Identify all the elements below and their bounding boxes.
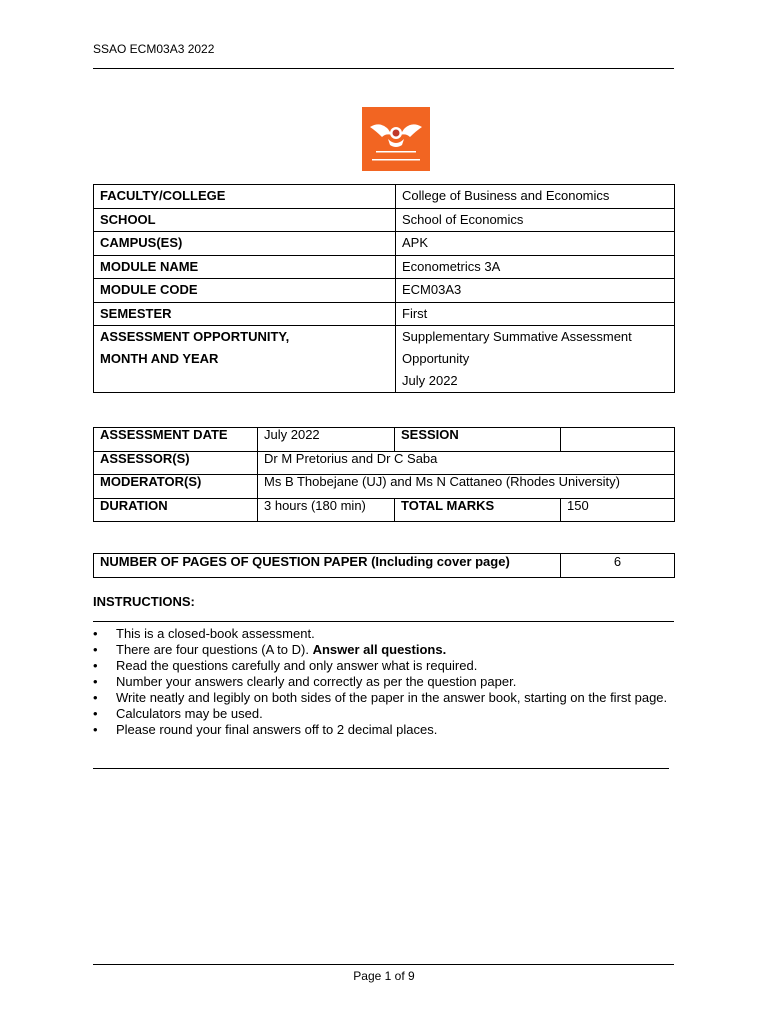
moderators-label: MODERATOR(S) (94, 475, 258, 499)
header-rule (93, 68, 674, 69)
total-marks-label: TOTAL MARKS (395, 498, 561, 522)
table-row (94, 498, 675, 522)
table-row (94, 475, 675, 499)
value-line: Opportunity (402, 351, 470, 366)
details-value: APK (396, 232, 675, 256)
total-marks-value: 150 (561, 498, 675, 522)
duration-value: 3 hours (180 min) (258, 498, 395, 522)
label-line: ASSESSMENT OPPORTUNITY, (100, 329, 290, 344)
table-row (94, 208, 675, 232)
table-row (94, 451, 675, 475)
emphasis-text: Answer all questions. (312, 642, 447, 657)
assessment-table (93, 427, 675, 522)
instructions-rule-top (93, 621, 674, 622)
table-row (94, 302, 675, 326)
details-value: Econometrics 3A (396, 255, 675, 279)
assessment-opportunity-label (94, 326, 396, 393)
assessment-date-label: ASSESSMENT DATE (94, 428, 258, 452)
footer-rule (93, 964, 674, 965)
table-row (94, 428, 675, 452)
details-label: SCHOOL (94, 208, 396, 232)
assessment-date-value: July 2022 (258, 428, 395, 452)
table-row (94, 279, 675, 303)
pages-table (93, 553, 675, 578)
label-line: MONTH AND YEAR (100, 351, 219, 366)
session-value (561, 428, 675, 452)
instructions-title: INSTRUCTIONS: (93, 594, 195, 609)
instructions-list (93, 626, 681, 738)
list-item: • This is a closed-book assessment. (93, 626, 681, 642)
moderators-value: Ms B Thobejane (UJ) and Ms N Cattaneo (Rhodes University) (258, 475, 675, 499)
duration-label: DURATION (94, 498, 258, 522)
value-line: July 2022 (402, 373, 458, 388)
list-item: • Read the questions carefully and only answer what is required. (93, 658, 681, 674)
table-row (94, 326, 675, 393)
university-logo (362, 107, 430, 171)
table-row (94, 185, 675, 209)
module-details-table (93, 184, 675, 393)
page-number: Page 1 of 9 (353, 969, 415, 983)
details-label: SEMESTER (94, 302, 396, 326)
list-item: • Number your answers clearly and correctly as per the question paper. (93, 674, 681, 690)
assessors-value: Dr M Pretorius and Dr C Saba (258, 451, 675, 475)
details-value: First (396, 302, 675, 326)
pages-label: NUMBER OF PAGES OF QUESTION PAPER (Including cover page) (94, 554, 561, 578)
instructions-rule-bottom (93, 768, 669, 769)
list-item: • There are four questions (A to D). Answer all questions. (93, 642, 681, 658)
table-row (94, 232, 675, 256)
list-item: • Please round your final answers off to 2 decimal places. (93, 722, 681, 738)
table-row (94, 554, 675, 578)
details-value: College of Business and Economics (396, 185, 675, 209)
details-label: FACULTY/COLLEGE (94, 185, 396, 209)
session-label: SESSION (395, 428, 561, 452)
details-value: ECM03A3 (396, 279, 675, 303)
assessors-label: ASSESSOR(S) (94, 451, 258, 475)
value-line: Supplementary Summative Assessment (402, 329, 632, 344)
table-row (94, 255, 675, 279)
details-label: CAMPUS(ES) (94, 232, 396, 256)
list-item: • Write neatly and legibly on both sides of the paper in the answer book, starting on the first page. (93, 690, 681, 706)
pages-value: 6 (561, 554, 675, 578)
logo-emblem-icon (362, 107, 430, 171)
details-label: MODULE NAME (94, 255, 396, 279)
details-label: MODULE CODE (94, 279, 396, 303)
document-header: SSAO ECM03A3 2022 (93, 42, 215, 56)
assessment-opportunity-value (396, 326, 675, 393)
list-item: • Calculators may be used. (93, 706, 681, 722)
details-value: School of Economics (396, 208, 675, 232)
